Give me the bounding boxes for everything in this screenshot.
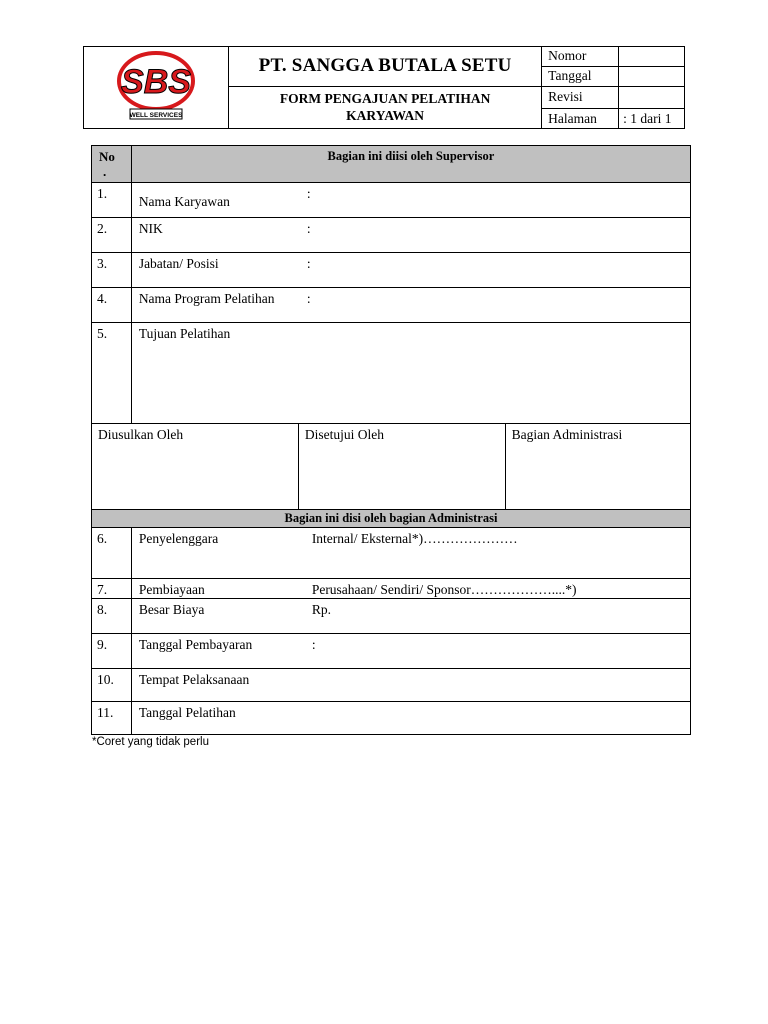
row-value: : <box>311 637 316 652</box>
row-value: Rp. <box>311 602 331 617</box>
row-nama-karyawan[interactable] <box>131 183 690 218</box>
section2-title: Bagian ini disi oleh bagian Administrasi <box>92 510 691 528</box>
row-no: 9. <box>92 634 132 669</box>
meta-value-nomor[interactable] <box>619 47 685 67</box>
meta-label-revisi: Revisi <box>542 86 619 108</box>
row-label: Tanggal Pelatihan <box>138 705 236 720</box>
row-no: 1. <box>92 183 132 218</box>
form-title-line2: KARYAWAN <box>346 108 424 124</box>
row-no: 5. <box>92 323 132 424</box>
logo-tagline: WELL SERVICES <box>129 112 183 119</box>
row-tujuan-pelatihan[interactable] <box>131 323 690 424</box>
row-label: Penyelenggara <box>138 531 219 546</box>
row-no: 7. <box>92 579 132 599</box>
row-label: Tempat Pelaksanaan <box>138 672 250 687</box>
meta-label-tanggal: Tanggal <box>542 66 619 86</box>
row-no: 10. <box>92 669 132 702</box>
row-colon: : <box>306 221 311 236</box>
col-no-dot: . <box>103 164 107 179</box>
meta-value-revisi[interactable] <box>619 86 685 108</box>
row-label: Besar Biaya <box>138 602 205 617</box>
row-tanggal-pelatihan[interactable] <box>131 702 690 735</box>
logo-cell <box>84 47 229 129</box>
row-penyelenggara[interactable] <box>131 528 690 579</box>
form-title-line1: FORM PENGAJUAN PELATIHAN <box>279 91 491 107</box>
row-label: Jabatan/ Posisi <box>138 256 219 271</box>
form-title <box>229 86 542 128</box>
row-tanggal-pembayaran[interactable] <box>131 634 690 669</box>
row-no: 3. <box>92 253 132 288</box>
logo-letters: SBS <box>121 63 191 101</box>
row-label: Tujuan Pelatihan <box>138 326 231 341</box>
meta-value-tanggal[interactable] <box>619 66 685 86</box>
row-colon: : <box>306 186 311 201</box>
row-label: Tanggal Pembayaran <box>138 637 253 652</box>
col-no-label: No <box>99 149 115 164</box>
row-label: NIK <box>138 221 163 236</box>
row-no: 6. <box>92 528 132 579</box>
col-no-header <box>92 146 132 183</box>
row-no: 4. <box>92 288 132 323</box>
row-nama-program[interactable] <box>131 288 690 323</box>
row-pembiayaan[interactable] <box>131 579 690 599</box>
signature-disetujui[interactable]: Disetujui Oleh <box>298 424 505 510</box>
row-nik[interactable] <box>131 218 690 253</box>
footnote: *Coret yang tidak perlu <box>92 736 209 748</box>
row-no: 11. <box>92 702 132 735</box>
company-name: PT. SANGGA BUTALA SETU <box>229 47 542 87</box>
row-label: Nama Program Pelatihan <box>138 291 275 306</box>
row-value: Perusahaan/ Sendiri/ Sponsor………………....*) <box>311 582 577 597</box>
signature-diusulkan[interactable]: Diusulkan Oleh <box>92 424 299 510</box>
meta-label-nomor: Nomor <box>542 47 619 67</box>
meta-label-halaman: Halaman <box>542 109 619 129</box>
row-no: 8. <box>92 599 132 634</box>
row-besar-biaya[interactable] <box>131 599 690 634</box>
row-colon: : <box>306 256 311 271</box>
row-colon: : <box>306 291 311 306</box>
row-no: 2. <box>92 218 132 253</box>
row-label: Pembiayaan <box>138 582 205 597</box>
training-request-form <box>91 145 691 735</box>
row-tempat-pelaksanaan[interactable] <box>131 669 690 702</box>
row-value: Internal/ Eksternal*)………………… <box>311 531 518 546</box>
section1-title: Bagian ini diisi oleh Supervisor <box>131 146 690 183</box>
row-jabatan[interactable] <box>131 253 690 288</box>
company-logo <box>116 49 196 121</box>
row-label: Nama Karyawan <box>138 194 230 209</box>
document-header <box>83 46 685 129</box>
signature-administrasi[interactable]: Bagian Administrasi <box>505 424 690 510</box>
meta-value-halaman: : 1 dari 1 <box>619 109 685 129</box>
